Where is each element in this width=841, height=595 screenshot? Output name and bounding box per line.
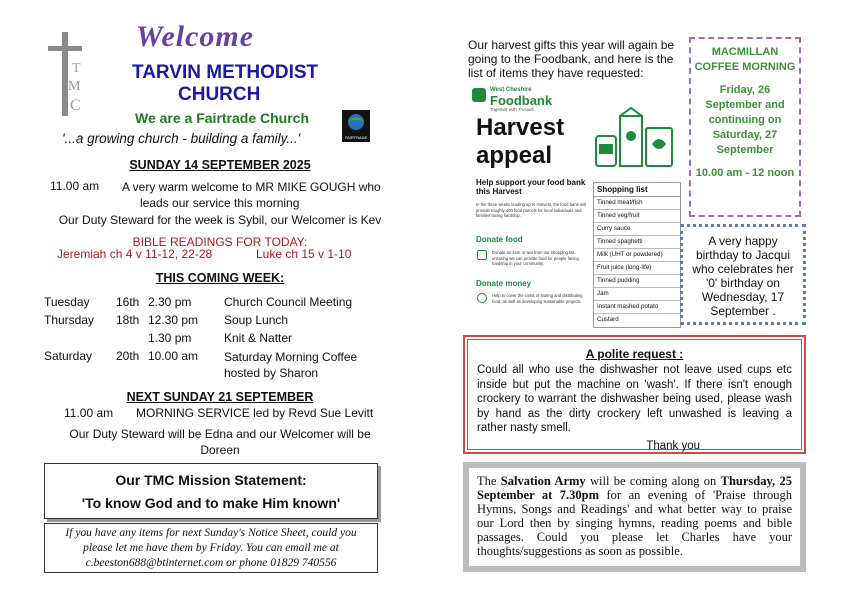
flyer-title-harvest: Harvest <box>476 114 565 141</box>
week-event-line1: Saturday Morning Coffee <box>224 350 358 364</box>
foodbank-org-tag: Together with Trussell <box>490 107 534 112</box>
reading-1: Jeremiah ch 4 v 11-12, 22-28 <box>57 247 213 261</box>
list-item: Tinned spaghetti <box>594 236 680 249</box>
tmc-cross-logo-icon <box>46 32 86 116</box>
week-time: 12.30 pm <box>148 313 199 327</box>
birthday-text: A very happy birthday to Jacqui who celebrates her '0' birthday on Wednesday, 17 September . <box>692 234 794 318</box>
duty-steward-next <box>50 426 390 458</box>
donate-money-heading: Donate money <box>476 279 532 288</box>
list-item: Instant mashed potato <box>594 301 680 314</box>
donate-food-text: Donate an item or two from our shopping list, ensuring we can provide food for people facing hardship in your community. <box>492 250 579 266</box>
foodbank-harvest-flyer <box>468 84 682 322</box>
salvation-org: Salvation Army <box>500 474 586 488</box>
salvation-post: for an evening of 'Praise through Hymns, Songs and Readings' and what better way to praise our Lord then by singing hymns, reading poems and bible passages. Could you please let Charles have your thoughts/suggestions as soon as possible. <box>477 488 792 558</box>
week-date: 16th <box>116 295 140 309</box>
donate-money-text: Help to cover the costs of storing and distributing food, as well as developing sustainable projects. <box>492 293 583 304</box>
notice-line2: please let me have them by Friday. You can email me at <box>83 542 339 554</box>
fairtrade-logo-icon <box>342 110 370 142</box>
mission-statement: 'To know God and to make Him known' <box>81 495 341 511</box>
next-sunday-heading: NEXT SUNDAY 21 SEPTEMBER <box>126 390 314 404</box>
church-motto: '...a growing church - building a family...' <box>62 131 301 146</box>
salvation-pre: The <box>477 474 501 488</box>
help-heading: Help support your food bank this Harvest <box>476 178 586 196</box>
donate-food-heading: Donate food <box>476 235 523 244</box>
week-day: Tuesday <box>44 295 90 309</box>
polite-request-box <box>463 335 806 454</box>
svg-text:M: M <box>68 79 81 94</box>
polite-body: Could all who use the dishwasher not leave used cups etc inside but put the machine on 'wash'. If there isn't enough crockery to warrant the dishwasher being used, please wash by hand as the dirty crockery left unwashed is leaving a rather nasty smell. <box>477 364 792 434</box>
week-time: 10.00 am <box>148 349 199 363</box>
salvation-when: Thursday, 25 September at 7.30pm <box>477 474 792 502</box>
macmillan-dates: Friday, 26 September and continuing on Saturday, 27 September <box>705 84 785 156</box>
polite-thanks: Thank you <box>646 439 700 452</box>
duty-next-line1: Our Duty Steward will be Edna and our Welcomer will be <box>69 427 371 441</box>
week-event-line2: hosted by Sharon <box>224 366 319 380</box>
notice-line1: If you have any items for next Sunday's Notice Sheet, could you <box>65 527 357 539</box>
service-welcome <box>122 179 382 211</box>
welcome-word: Welcome <box>136 20 255 53</box>
list-item: Jam <box>594 288 680 301</box>
flyer-title-appeal: appeal <box>476 142 553 169</box>
duty-next-line2: Doreen <box>200 443 240 457</box>
week-event <box>224 349 357 381</box>
welcome-banner <box>136 20 254 54</box>
next-service: MORNING SERVICE led by Revd Sue Levitt <box>136 406 374 420</box>
service-line1: A very warm welcome to MR MIKE GOUGH who <box>122 180 381 194</box>
church-title-line2: CHURCH <box>178 84 261 105</box>
week-time: 1.30 pm <box>148 331 192 345</box>
church-title-line1: TARVIN METHODIST <box>132 62 319 83</box>
next-service-time: 11.00 am <box>64 406 114 420</box>
service-line2: leads our service this morning <box>140 196 300 210</box>
list-item: Custard <box>597 316 619 323</box>
week-event: Church Council Meeting <box>224 295 353 309</box>
svg-text:C: C <box>70 97 81 114</box>
birthday-box <box>680 224 806 325</box>
coin-icon <box>477 293 487 303</box>
polite-heading: A polite request : <box>585 347 684 361</box>
list-item: Milk (UHT or powdered) <box>594 249 680 262</box>
fairtrade-line: We are a Fairtrade Church <box>135 110 310 126</box>
list-item: Tinned pudding <box>594 275 680 288</box>
foodbank-logo-icon <box>472 88 486 102</box>
week-heading: THIS COMING WEEK: <box>155 271 285 285</box>
week-time: 2.30 pm <box>148 295 192 309</box>
week-event: Knit & Natter <box>224 331 293 345</box>
sunday-heading: SUNDAY 14 SEPTEMBER 2025 <box>129 158 311 172</box>
macmillan-time: 10.00 am - 12 noon <box>695 167 795 179</box>
week-event: Soup Lunch <box>224 313 289 327</box>
svg-text:T: T <box>72 61 81 76</box>
readings-heading: BIBLE READINGS FOR TODAY: <box>132 235 308 249</box>
week-day: Saturday <box>44 349 93 363</box>
food-items-illustration-icon <box>592 106 680 170</box>
mission-title: Our TMC Mission Statement: <box>115 472 307 488</box>
week-date: 18th <box>116 313 140 327</box>
church-title <box>132 62 372 106</box>
duty-steward-today: Our Duty Steward for the week is Sybil, our Welcomer is Kev <box>58 213 382 227</box>
reading-2: Luke ch 15 v 1-10 <box>256 247 352 261</box>
macmillan-title: MACMILLAN COFFEE MORNING <box>694 46 796 73</box>
foodbank-org-name: Foodbank <box>490 93 553 108</box>
foodbank-logo <box>468 84 558 110</box>
list-item: Curry sauce <box>594 223 680 236</box>
shopping-list-title: Shopping list <box>594 183 680 197</box>
notice-sheet-box <box>44 523 378 573</box>
list-item: Fruit juice (long-life) <box>594 262 680 275</box>
list-item: Tinned veg/fruit <box>594 210 680 223</box>
help-text: In the three weeks leading up to Harvest, the food bank will provide roughly 400 food parcels for local individuals and families facing hardship. <box>476 202 586 218</box>
week-date: 20th <box>116 349 140 363</box>
salvation-mid: will be coming along on <box>585 474 721 488</box>
list-item: Tinned meat/fish <box>594 197 680 210</box>
service-time: 11.00 am <box>50 179 100 193</box>
shopping-list <box>593 182 681 328</box>
mission-statement-box <box>44 463 378 519</box>
week-day: Thursday <box>44 313 95 327</box>
fairtrade-logo-text: FAIRTRADE <box>344 135 368 140</box>
foodbank-org-small: West Cheshire <box>490 87 532 93</box>
harvest-intro: Our harvest gifts this year will again be going to the Foodbank, and here is the list of items they have requested: <box>468 38 675 80</box>
salvation-army-box <box>463 462 806 572</box>
macmillan-coffee-box <box>689 37 801 217</box>
notice-line3: c.beeston688@btinternet.com or phone 01829 740556 <box>85 557 337 569</box>
basket-icon <box>477 250 487 260</box>
